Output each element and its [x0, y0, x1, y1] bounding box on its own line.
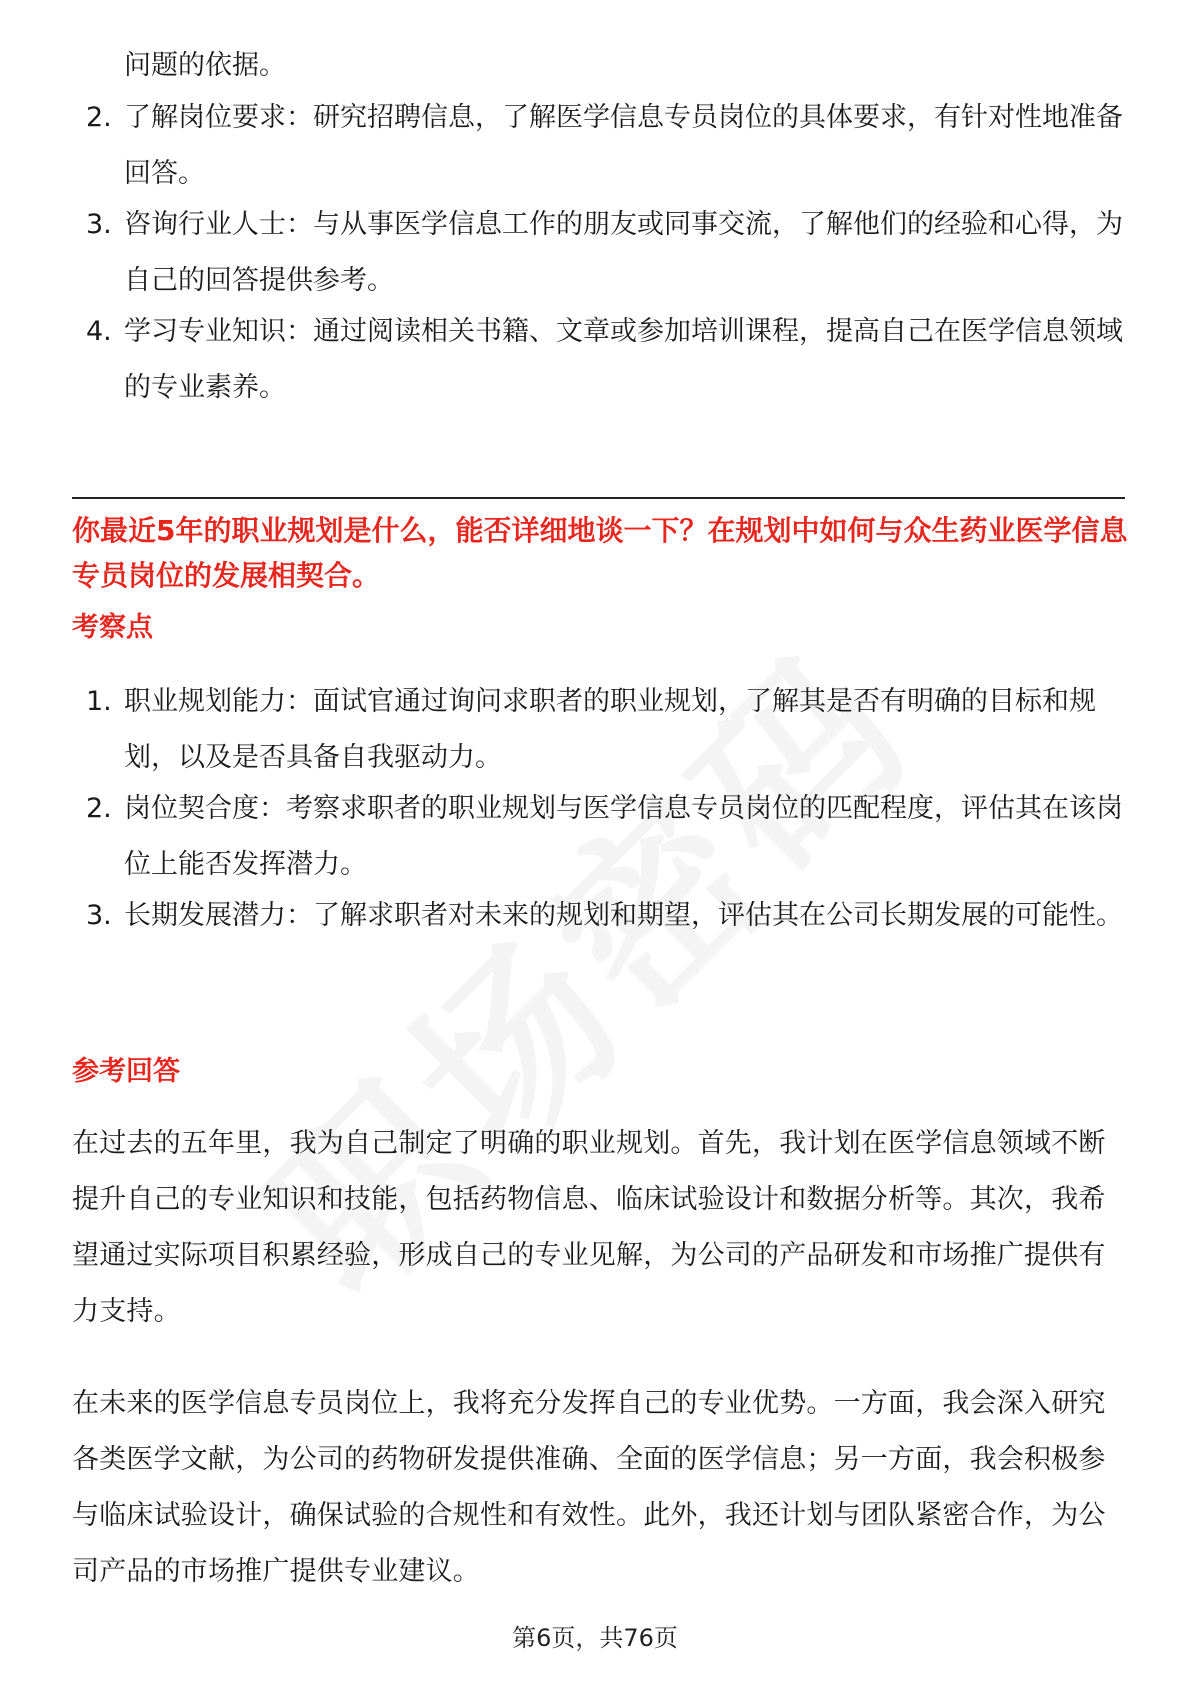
list-item: [72, 304, 1132, 411]
page-number: 第6页，共76页: [512, 1624, 678, 1652]
list-text: 了解岗位要求：研究招聘信息，了解医学信息专员岗位的具体要求，有针对性地准备回答。: [124, 102, 1123, 189]
list-text: 长期发展潜力：了解求职者对未来的规划和期望，评估其在公司长期发展的可能性。: [124, 900, 1123, 931]
list-number: 3.: [86, 900, 112, 931]
list-item: [72, 781, 1132, 888]
list-text: 职业规划能力：面试官通过询问求职者的职业规划，了解其是否有明确的目标和规划，以及是否具备自我驱动力。: [124, 686, 1096, 773]
points-heading: 考察点: [72, 612, 153, 643]
list-item: [72, 90, 1132, 197]
answer-paragraph: 在未来的医学信息专员岗位上，我将充分发挥自己的专业优势。一方面，我会深入研究各类医学文献，为公司的药物研发提供准确、全面的医学信息；另一方面，我会积极参与临床试验设计，确保试验的合规性和有效性。此外，我还计划与团队紧密合作，为公司产品的市场推广提供专业建议。: [72, 1388, 1106, 1587]
list-text: 学习专业知识：通过阅读相关书籍、文章或参加培训课程，提高自己在医学信息领域的专业素养。: [124, 316, 1123, 403]
list-number: 3.: [86, 209, 112, 240]
section-divider: [72, 497, 1125, 499]
answer-heading: 参考回答: [72, 1056, 180, 1087]
list-number: 2.: [86, 102, 112, 133]
list-item: [72, 197, 1132, 304]
continued-text: 问题的依据。: [124, 50, 286, 81]
list-text: 咨询行业人士：与从事医学信息工作的朋友或同事交流，了解他们的经验和心得，为自己的回答提供参考。: [124, 209, 1123, 296]
interview-question: 你最近5年的职业规划是什么，能否详细地谈一下？在规划中如何与众生药业医学信息专员岗位的发展相契合。: [72, 514, 1128, 592]
list-text: 岗位契合度：考察求职者的职业规划与医学信息专员岗位的匹配程度，评估其在该岗位上能否发挥潜力。: [124, 793, 1123, 880]
list-item: [72, 674, 1132, 781]
list-number: 4.: [86, 316, 112, 347]
list-number: 2.: [86, 793, 112, 824]
answer-paragraph: 在过去的五年里，我为自己制定了明确的职业规划。首先，我计划在医学信息领域不断提升自己的专业知识和技能，包括药物信息、临床试验设计和数据分析等。其次，我希望通过实际项目积累经验，形成自己的专业见解，为公司的产品研发和市场推广提供有力支持。: [72, 1128, 1106, 1327]
list-item: [72, 888, 1132, 995]
points-list: [72, 674, 1132, 995]
list-number: 1.: [86, 686, 112, 717]
tips-list: [72, 90, 1132, 411]
